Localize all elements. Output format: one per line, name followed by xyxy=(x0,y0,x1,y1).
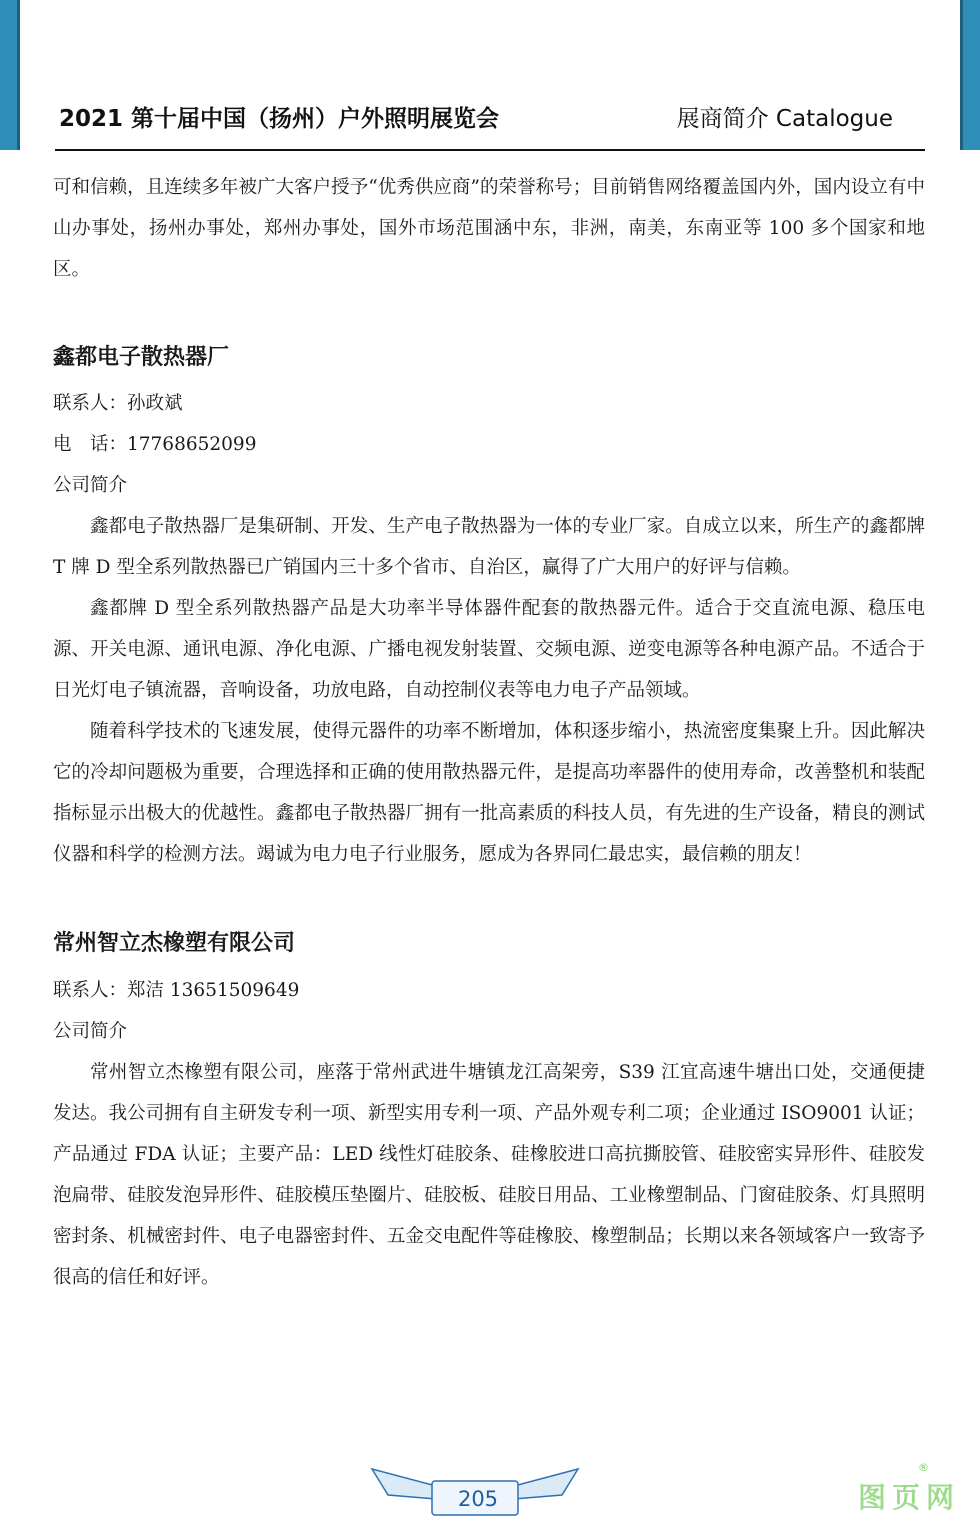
intro-paragraph: 鑫都牌 D 型全系列散热器产品是大功率半导体器件配套的散热器元件。适合于交直流电源、稳压电源、开关电源、通讯电源、净化电源、广播电视发射装置、交频电源、逆变电源等各种电源产品。不适合于日光灯电子镇流器，音响设备，功放电路，自动控制仪表等电力电子产品领域。 xyxy=(53,598,925,701)
watermark-logo: 图页网 xyxy=(858,1481,961,1514)
page-number: 205 xyxy=(457,1487,499,1511)
intro-label: 公司简介 xyxy=(53,475,128,496)
company-name: 常州智立杰橡塑有限公司 xyxy=(53,931,296,956)
continuation-paragraph: 可和信赖，且连续多年被广大客户授予“优秀供应商”的荣誉称号；目前销售网络覆盖国内外，国内设立有中山办事处，扬州办事处，郑州办事处，国外市场范围涵中东，非洲，南美，东南亚等 100 多个国家和地区。 xyxy=(53,177,925,280)
registered-mark: ® xyxy=(918,1461,929,1474)
page-content xyxy=(53,167,925,1298)
intro-paragraph: 随着科学技术的飞速发展，使得元器件的功率不断增加，体积逐步缩小，热流密度集聚上升。因此解决它的冷却问题极为重要，合理选择和正确的使用散热器元件，是提高功率器件的使用寿命，改善整机和装配指标显示出极大的优越性。鑫都电子散热器厂拥有一批高素质的科技人员，有先进的生产设备，精良的测试仪器和科学的检测方法。竭诚为电力电子行业服务，愿成为各界同仁最忠实，最信赖的朋友！ xyxy=(53,721,925,865)
contact-phone: 电 话：17768652099 xyxy=(53,434,257,455)
intro-paragraph: 鑫都电子散热器厂是集研制、开发、生产电子散热器为一体的专业厂家。自成立以来，所生产的鑫都牌 T 牌 D 型全系列散热器已广销国内三十多个省市、自治区，赢得了广大用户的好评与信赖。 xyxy=(53,516,925,578)
page-header xyxy=(55,100,925,130)
intro-label: 公司简介 xyxy=(53,1021,128,1042)
header-divider xyxy=(55,149,925,151)
exhibition-title: 2021 第十届中国（扬州）户外照明展览会 xyxy=(59,106,500,132)
left-edge-tab xyxy=(0,0,20,150)
contact-person: 联系人：孙政斌 xyxy=(53,393,183,414)
company-name: 鑫都电子散热器厂 xyxy=(53,345,230,370)
right-edge-tab xyxy=(960,0,980,150)
catalogue-label: 展商简介 Catalogue xyxy=(676,106,893,132)
contact-person: 联系人：郑洁 13651509649 xyxy=(53,980,300,1001)
intro-paragraph: 常州智立杰橡塑有限公司，座落于常州武进牛塘镇龙江高架旁，S39 江宜高速牛塘出口处，交通便捷发达。我公司拥有自主研发专利一项、新型实用专利一项、产品外观专利二项；企业通过 ISO9001 认证；产品通过 FDA 认证；主要产品：LED 线性灯硅胶条、硅橡胶进口高抗撕胶管、硅胶密实异形件、硅胶发泡扁带、硅胶发泡异形件、硅胶模压垫圈片、硅胶板、硅胶日用品、工业橡塑制品、门窗硅胶条、灯具照明密封条、机械密封件、电子电器密封件、五金交电配件等硅橡胶、橡塑制品；长期以来各领域客户一致寄予很高的信任和好评。 xyxy=(53,1062,925,1288)
